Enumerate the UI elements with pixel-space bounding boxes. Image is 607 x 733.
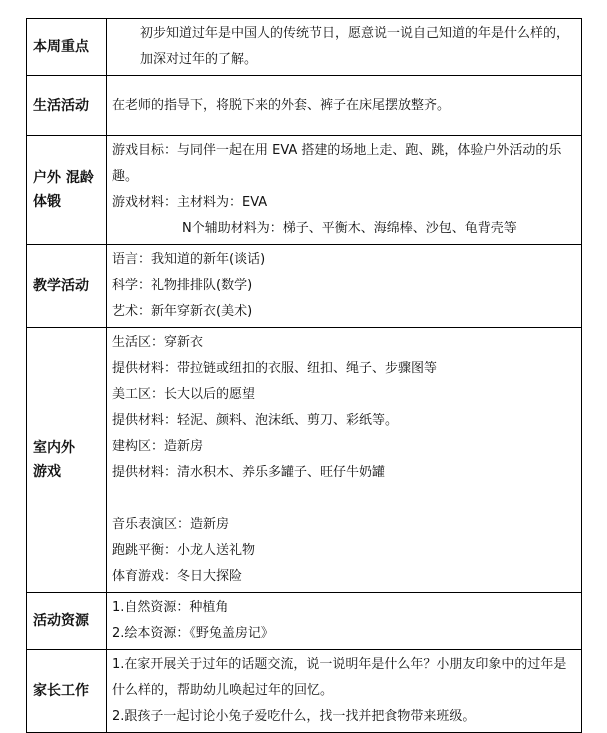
games-item: 跑跳平衡：小龙人送礼物: [112, 543, 256, 558]
row-outdoor-exercise: [27, 136, 582, 245]
games-item: 建构区：造新房: [112, 439, 204, 454]
games-item: 提供材料：轻泥、颜料、泡沫纸、剪刀、彩纸等。: [112, 413, 399, 428]
parent-item: 2.跟孩子一起讨论小兔子爱吃什么，找一找并把食物带来班级。: [112, 709, 476, 724]
row-heading: 教学活动: [27, 245, 107, 328]
resource-item: 2.绘本资源：《野兔盖房记》: [112, 626, 274, 641]
heading-line: 游戏: [33, 464, 61, 480]
row-content: [107, 136, 582, 245]
row-indoor-outdoor-games: [27, 328, 582, 593]
games-item: 生活区：穿新衣: [112, 335, 204, 350]
weekly-plan-table: [26, 18, 582, 733]
teaching-item: 艺术：新年穿新衣(美术): [112, 304, 253, 319]
heading-line: 室内外: [33, 440, 75, 456]
row-content: [107, 593, 582, 650]
teaching-item: 科学：礼物排排队(数学): [112, 278, 253, 293]
row-activity-resources: [27, 593, 582, 650]
resource-item: 1.自然资源：种植角: [112, 600, 229, 615]
row-heading: 生活活动: [27, 76, 107, 136]
heading-line: 户外 混龄: [33, 170, 94, 186]
life-text: 在老师的指导下，将脱下来的外套、裤子在床尾摆放整齐。: [112, 97, 451, 113]
teaching-item: 语言：我知道的新年(谈话): [112, 252, 266, 267]
outdoor-goal: 游戏目标：与同伴一起在用 EVA 搭建的场地上走、跑、跳，体验户外活动的乐趣。: [112, 143, 562, 184]
row-content: [107, 650, 582, 733]
games-item: 美工区：长大以后的愿望: [112, 387, 256, 402]
heading-line: 体锻: [33, 194, 61, 210]
outdoor-material-aux: N个辅助材料为：梯子、平衡木、海绵棒、沙包、龟背壳等: [182, 221, 517, 236]
row-life-activity: [27, 76, 582, 136]
games-item: 音乐表演区：造新房: [112, 517, 230, 532]
games-item: 体育游戏：冬日大探险: [112, 569, 243, 584]
row-content: [107, 245, 582, 328]
row-heading: 活动资源: [27, 593, 107, 650]
games-item: 提供材料：清水积木、养乐多罐子、旺仔牛奶罐: [112, 465, 386, 480]
games-item: 提供材料：带拉链或纽扣的衣服、纽扣、绳子、步骤图等: [112, 361, 438, 376]
row-heading: [27, 136, 107, 245]
focus-text: 初步知道过年是中国人的传统节日，愿意说一说自己知道的年是什么样的，加深对过年的了解。: [140, 26, 570, 67]
row-weekly-focus: [27, 19, 582, 76]
row-parent-work: [27, 650, 582, 733]
row-content: [107, 76, 582, 136]
parent-item: 1.在家开展关于过年的话题交流，说一说明年是什么年？小朋友印象中的过年是什么样的，帮助幼儿唤起过年的回忆。: [112, 657, 567, 698]
row-heading: 家长工作: [27, 650, 107, 733]
row-content: [107, 328, 582, 593]
row-heading: [27, 328, 107, 593]
games-blank-line: [112, 486, 575, 512]
row-teaching-activity: [27, 245, 582, 328]
outdoor-material-main: 游戏材料：主材料为：EVA: [112, 195, 268, 210]
row-heading: 本周重点: [27, 19, 107, 76]
row-content: [107, 19, 582, 76]
